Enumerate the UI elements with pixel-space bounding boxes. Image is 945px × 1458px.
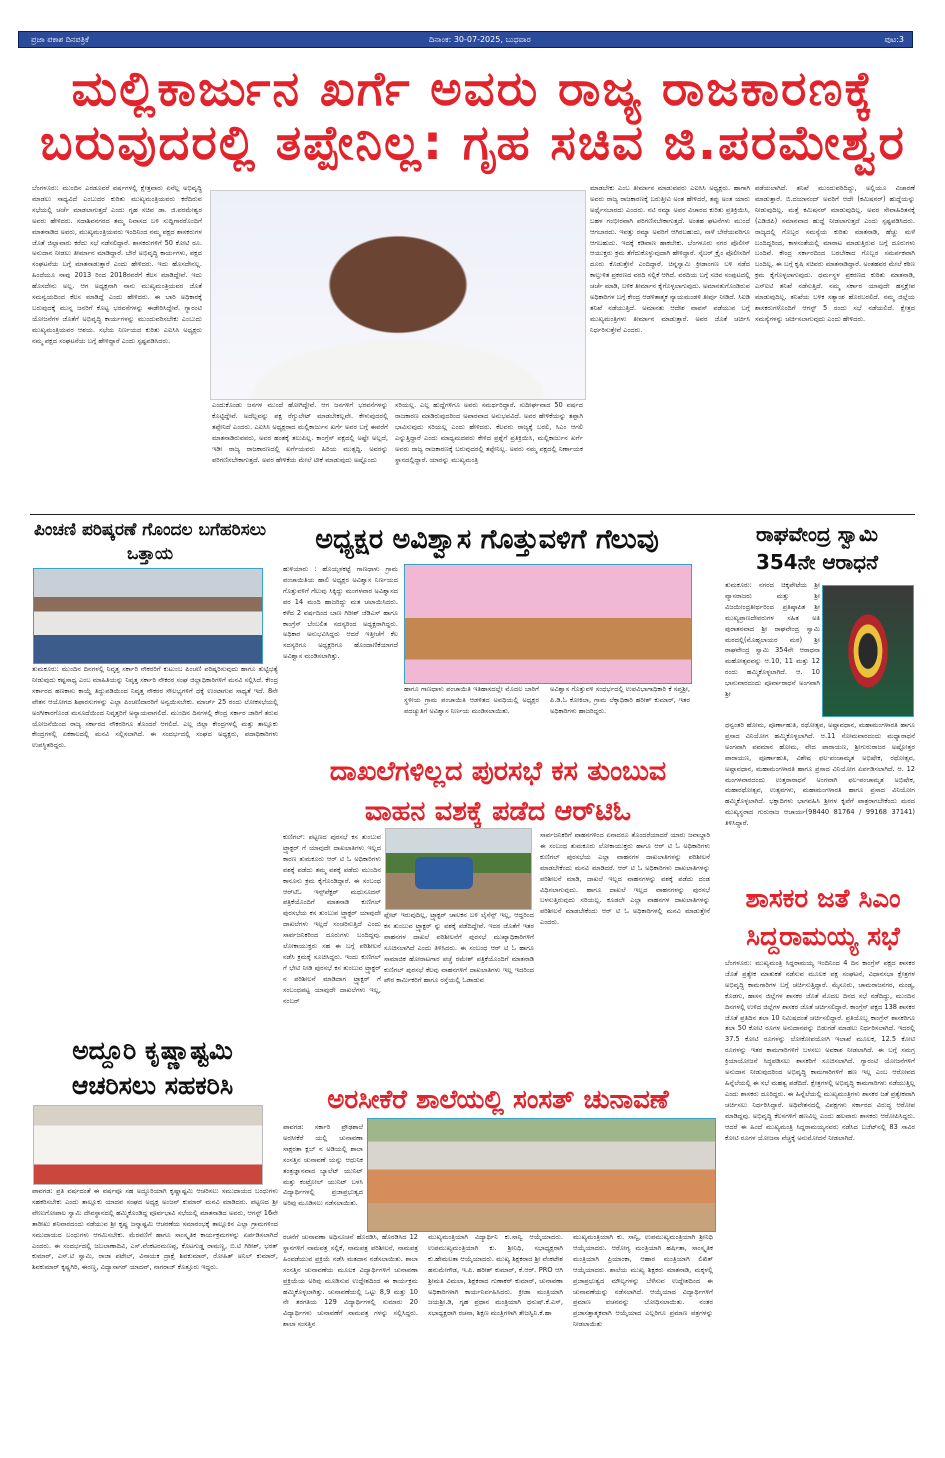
raghavendra-idol-photo [822, 585, 914, 717]
noconfidence-photo [404, 564, 692, 684]
rto-col3: ಸಾರ್ವಜನಿಕರಿಗೆ ವಾಹನಗಳಿಂದ ಏನಾದರೂ ತೊಂದರೆಯಾದರೆ ಯಾರು ಜವಾಬ್ದಾರಿ ಈ ಸಂಬಂಧ ತುಮಕೂರು ಲೋಕಾಯುಕ್ತರು ಹಾಗೂ ಆರ್ ಟಿ ಓ ಅಧಿಕಾರಿಗಳು ಕುಣಿಗಲ್ ಪುರಸಭೆಯ ಎಲ್ಲಾ ವಾಹನಗಳ ದಾಖಲಾತಿಗಳನ್ನು ಪರಿಶೀಲನೆ ಮಾಡಬೇಕೆಂದು ಮನವಿ ಮಾಡಿದರೆ. ಆರ್ ಟಿ ಓ ಅಧಿಕಾರಿಗಳು ದಾಖಲಾತಿಗಳನ್ನು ಪರಿಶೀಲನೆ ಮಾಡಿ, ದಾಖಲೆ ಇಲ್ಲದ ವಾಹನಗಳನ್ನು ವಶಕ್ಕೆ ಪಡೆದು ದಂಡ ವಿಧಿಸಲಾಗುವುದು. ಹಾಗೂ ದಾಖಲೆ ಇಲ್ಲದ ವಾಹನಗಳನ್ನು ಪುರಸಭೆ ಬಳಸುತ್ತಿರುವುದು ಸರಿಯಲ್ಲ. ಕೂಡಲೇ ಎಲ್ಲಾ ವಾಹನಗಳ ದಾಖಲಾತಿಗಳನ್ನು ಪರಿಶೀಲನೆ ಮಾಡಬೇಕೆಂದು ಆರ್ ಟಿ ಓ ಅಧಿಕಾರಿಗಳಲ್ಲಿ ಮನವಿ ಮಾಡುತ್ತೇನೆ ಎಂದರು. [540, 831, 710, 927]
lead-story-col4: ಪಡೆಯಲಾಗಿದೆ. ತನಿಖೆ ಮುಂದುವರಿದಿದ್ದು, ಅಲ್ಲಿಯೂ ವಿಚಾರಣೆ ಮಾಡುತ್ತಾರೆ. ಬಿ.ದಯಾನಂದ್ ಅವರಿಗೆ ಆದೇ (ಕಮಿಷನರ್) ಹುದ್ದೆಯನ್ನು ನೀಡುವುದಿಲ್ಲ. ಮತ್ತೆ ಕಮಿಷನರ್ ಮಾಡುವುದಿಲ್ಲ. ಅವರ ಸೇವಾಹಿರಿತನಕ್ಕೆ (ಎಡಿಜಿಪಿ) ಸಮಾನವಾದ ಹುದ್ದೆ ನೀಡಲಾಗುತ್ತದೆ ಎಂದು ಸ್ಪಷ್ಟಪಡಿಸಿದರು. ರಾಜ್ಯದಲ್ಲಿ ಗೊಬ್ಬರ ಸಮಸ್ಯೆಯ ಕುರಿತು ಮಾತನಾಡಿ, ಹೆಚ್ಚು ಮಳೆ ಬಂದಿದ್ದರಿಂದ, ಕಾಳಸಂತೆಯಲ್ಲಿ ಮಾರಾಟ ಮಾಡುತ್ತಿರುವ ಬಗ್ಗೆ ದೂರುಗಳು ಬಂದಿವೆ. ಕೇಂದ್ರ ಸರ್ಕಾರದಿಂದ ಬರಬೇಕಾದ ಗೊಬ್ಬರ ಸಮರ್ಪಕವಾಗಿ ಬಂದಿಲ್ಲ. ಈ ಬಗ್ಗೆ ಕೃಷಿ ಸಚಿವರು ಮಾತನಾಡಿದ್ದಾರೆ. ಅಂತಹವರ ಮೇಲೆ ಕಠಿಣ ಕ್ರಮ ಕೈಗೊಳ್ಳಲಾಗುವುದು. ಧರ್ಮಸ್ಥಳ ಪ್ರಕರಣದ ಕುರಿತು ಮಾತನಾಡಿ, ಎಸ್ಐಟಿ ತನಿಖೆ ನಡೆಸುತ್ತಿದೆ. ನಮ್ಮ ಸರ್ಕಾರ ಯಾವುದೇ ಹಸ್ತಕ್ಷೇಪ ಮಾಡುವುದಿಲ್ಲ. ತನಿಖೆಯ ಬಳಿಕ ಸತ್ಯಾಂಶ ಹೊರಬರಲಿದೆ. ನಮ್ಮ ಜಿಲ್ಲೆಯ ಶಾಸಕರುಗಳೊಂದಿಗೆ ಆಗಸ್ಟ್ 5 ರಂದು ಸಭೆ ನಡೆಯಲಿದೆ. ಕ್ಷೇತ್ರದ ಸಮಸ್ಯೆಗಳನ್ನು ಚರ್ಚಿಸಲಾಗುವುದು ಎಂದು ಹೇಳಿದರು. [755, 184, 915, 323]
page-number: ಪುಟ:3 [884, 35, 904, 44]
pension-headline: ಪಿಂಚಣಿ ಪರಿಷ್ಕರಣೆ ಗೊಂದಲ ಬಗೆಹರಿಸಲು ಒತ್ತಾಯ [33, 520, 267, 564]
rto-tractor-photo [385, 828, 532, 910]
noconfidence-caption1: ಹಾಗೂ ಗಾಣಧಾಳು ಪಂಚಾಯಿತಿ ಇತಿಹಾಸದಲ್ಲೇ ಮೊದಲ ಬಾರಿಗೆ ಸ್ಥಳೀಯ ಗ್ರಾಮ ಪಂಚಾಯಿತಿ ಆಡಳಿತದ ಅವಧಿಯಲ್ಲಿ ಅಧ್ಯಕ್ಷರ ಪದಚ್ಯುತಿಗೆ ಅವಿಶ್ವಾಸ ನಿರ್ಣಯ ಮಂಡಿಸಲಾಯಿತು. [404, 685, 539, 715]
school-col1: ರಚನೆಗೆ ಚುನಾವಣಾ ಅಧಿಸೂಚನೆ ಹೊರಡಿಸಿ, ಹೊರಡಿಸಿದ 12 ಸ್ಥಾನಗಳಿಗೆ ನಾಮಪತ್ರ ಸಲ್ಲಿಕೆ, ನಾಮಪತ್ರ ಪರಿಶೀಲನೆ, ನಾಮಪತ್ರ ಹಿಂಪಡೆಯುವ ಪ್ರಕ್ರಿಯೆ ನಡೆಸಿ ಮತದಾನ ನಡೆಸಲಾಯಿತು. ಶಾಲಾ ಸಂಸತ್ತಿನ ಚುನಾವಣೆಯ ಮೂಲಕ ವಿದ್ಯಾರ್ಥಿಗಳಿಗೆ ಚುನಾವಣಾ ಪ್ರಕ್ರಿಯೆಯ ಅರಿವು ಮೂಡಿಸುವ ಉದ್ದೇಶದಿಂದ ಈ ಕಾರ್ಯಕ್ರಮ ಹಮ್ಮಿಕೊಳ್ಳಲಾಗಿತ್ತು. ಚುನಾವಣೆಯಲ್ಲಿ ಒಟ್ಟು 8,9 ಮತ್ತು 10 ನೇ ತರಗತಿಯ 129 ವಿದ್ಯಾರ್ಥಿಗಳಲ್ಲಿ ಸುಮಾರು 20 ವಿದ್ಯಾರ್ಥಿಗಳು ಚುನಾವಣೆಗೆ ನಾಮಪತ್ರ ಗಳನ್ನು ಸಲ್ಲಿಸಿದ್ದರು. ಶಾಲಾ ಸಂಸತ್ತಿನ [283, 1233, 418, 1329]
school-col2: ಮುಖ್ಯಮಂತ್ರಿಯಾಗಿ ವಿದ್ಯಾರ್ಥಿನಿ ಕು.ಸಾನ್ವಿ ಆಯ್ಕೆಯಾದರು. ಉಪಮುಖ್ಯಮಂತ್ರಿಯಾಗಿ ಕು. ಶ್ರೀನಿಧಿ, ಸಭಾಧ್ಯಕ್ಷರಾಗಿ ಕು.ಹೇಮಲತಾ ಆಯ್ಕೆಯಾದರು. ಮುಖ್ಯ ಶಿಕ್ಷಕರಾದ ಶ್ರೀ ವೆಂಕಟೇಶ ಹನುಮೇಗೌಡ, ಇ.ಪಿ. ಹರೀಶ್ ಕುಮಾರ್, ಕೆ.ಆರ್. PRO ಆಗಿ ಶ್ರೀಮತಿ ವಿಮಲಾ, ಶಿಕ್ಷಕರಾದ ಗುಣಾಕರ್ ಕುಮಾರ್, ಚುನಾವಣಾ ಅಧಿಕಾರಿಗಳಾಗಿ ಕಾರ್ಯನಿರ್ವಹಿಸಿದರು. ಕ್ರೀಡಾ ಮಂತ್ರಿಯಾಗಿ ಜಯಶ್ರೀ.ಡಿ, ಗೃಹ ಪ್ರಧಾನ ಮಂತ್ರಿಯಾಗಿ ಧನುಷ್.ಕೆ.ಎಸ್, ಸಭಾಧ್ಯಕ್ಷರಾಗಿ ರಚನಾ, ಶಿಕ್ಷಣ ಮಂತ್ರಿಗಳಾಗಿ ತೇಜಸ್ವಿನಿ.ಕೆ.ಹಾ [428, 1233, 563, 1318]
rto-col2: ಪ್ಲೇಟ್ ಇರುವುದಿಲ್ಲ, ಟ್ರ್ಯಾಕ್ಟರ್ ಚಾಲಕನ ಬಳಿ ಲೈಸೆನ್ಸ್ ಇಲ್ಲ, ಆದ್ದರಿಂದ ಕಸ ತುಂಬುವ ಟ್ರ್ಯಾಕ್ಟರ್ ನ್ನು ವಶಕ್ಕೆ ಪಡೆದಿದ್ದೇವೆ. ಇದರ ಜೊತೆಗೆ ಇತರ ವಾಹನಗಳ ದಾಖಲೆ ಪರಿಶೀಲನೆಗೆ ಪುರಸಭೆ ಮುಖ್ಯಾಧಿಕಾರಿಗಳಿಗೆ ಸೂಚಿಸಲಾಗಿದೆ ಎಂದು ತಿಳಿಸಿದರು. ಈ ಸಂಬಂಧ ಆರ್ ಟಿ ಓ ಹಾಗೂ ಸಾಮಾಜಿಕ ಹೋರಾಟಗಾರ ಪಚ್ಚೆ ರಮೇಶ್ ಪತ್ರಿಕೆಯೊಂದಿಗೆ ಮಾತನಾಡಿ ಕುಣಿಗಲ್ ಪುರಸಭೆ ಕೆಲವು ವಾಹನಗಳಿಗೆ ದಾಖಲಾತಿಗಳು ಇಲ್ಲ ಇದರಿಂದ ಪೌರ ಕಾರ್ಮಿಕರಿಗೆ ಹಾಗೂ ರಸ್ತೆಯಲ್ಲಿ ಓಡಾಡುವ [384, 911, 534, 985]
rto-headline-line1: ದಾಖಲೆಗಳಿಲ್ಲದ ಪುರಸಭೆ ಕಸ ತುಂಬುವ [329, 756, 667, 787]
raghavendra-body-bottom: ಧನ್ವಂತರಿ ಹೋಮ, ಪೂರ್ಣಾಹುತಿ, ರಥೋತ್ಸವ, ಅಷ್ಟಾವಧಾನ, ಮಹಾಮಂಗಳಾರತಿ ಹಾಗೂ ಪ್ರಸಾದ ವಿನಿಯೋಗ ಹಮ್ಮಿಕೊಳ್ಳಲಾಗಿದೆ. ಆ.11 ಸೋಮವಾರದಂದು ಮಧ್ಯಾರಾಧನೆ ಅಂಗವಾಗಿ ಪವಮಾನ ಹೋಮ, ವೇದ ಪಾರಾಯಣ, ಶ್ರೀಗುರುರಾಜರ ಅಷ್ಟೋತ್ತರ ಪಾರಾಯಣ, ಪೂರ್ಣಾಹುತಿ, ವಿಶೇಷ ಫಲ-ಪಂಚಾಮೃತ ಅಭಿಷೇಕ, ರಥೋತ್ಸವ, ಅಷ್ಟಾವಧಾನ, ಮಹಾಮಂಗಳಾರತಿ ಹಾಗೂ ಪ್ರಸಾದ ವಿನಿಯೋಗ ಏರ್ಪಡಿಸಲಾಗಿದೆ. ಆ. 12 ಮಂಗಳವಾರದಂದು ಉತ್ತರಾರಾಧನೆ ಅಂಗವಾಗಿ ಫಲ-ಪಂಚಾಮೃತ ಅಭಿಷೇಕ, ಮಹಾರಥೋತ್ಸವ, ಉತ್ಸವಗಳು, ಮಹಾಮಂಗಳಾರತಿ ಹಾಗೂ ಪ್ರಸಾದ ವಿನಿಯೋಗ ಹಮ್ಮಿಕೊಳ್ಳಲಾಗಿದೆ. ಭಕ್ತಾದಿಗಳು ಭಾಗವಹಿಸಿ ಶ್ರೀಗಳ ಕೃಪೆಗೆ ಪಾತ್ರರಾಗಬೇಕೆಂದು ಮಠದ ಮುಖ್ಯಸ್ಥರಾದ ಗುರುರಾಜ ಆಚಾರ್ಯ(98440 81764 / 99168 37141) ತಿಳಿಸಿದ್ದಾರೆ. [725, 721, 915, 828]
issue-date: ದಿನಾಂಕ: 30-07-2025, ಬುಧವಾರ [429, 35, 531, 44]
raghavendra-headline-line1: ರಾಘವೇಂದ್ರ ಸ್ವಾಮಿ [755, 522, 879, 546]
page-header-bar [18, 31, 913, 48]
school-students-photo [367, 1118, 716, 1232]
lead-photo-minister [210, 190, 586, 400]
rto-headline-line2: ವಾಹನ ವಶಕ್ಕೆ ಪಡೆದ ಆರ್‌ಟಿಓ [364, 796, 632, 827]
lead-story-col1: ಬೆಂಗಳೂರು: ಮುಂದಿನ ಎರಡೂವರೆ ವರ್ಷಗಳಲ್ಲಿ ಕ್ಷೇತ್ರವಾರು ಏನೆಲ್ಲ ಅಭಿವೃದ್ಧಿ ಮಾಡಲು ಸಾಧ್ಯವಿದೆ ಎಂಬುದರ ಕುರಿತು ಮುಖ್ಯಮಂತ್ರಿಯವರು ಕರೆದಿರುವ ಸಭೆಯಲ್ಲಿ ಚರ್ಚೆ ಮಾಡಲಾಗುತ್ತದೆ ಎಂದು ಗೃಹ ಸಚಿವ ಡಾ. ಜಿ.ಪರಮೇಶ್ವರ ಅವರು ಹೇಳಿದರು. ಸದಾಶಿವನಗರದ ತಮ್ಮ ನಿವಾಸದ ಬಳಿ ಸುದ್ದಿಗಾರರೊಂದಿಗೆ ಮಾತನಾಡಿದ ಅವರು, ಮುಖ್ಯಮಂತ್ರಿಯವರು ಇಂದಿನಿಂದ ನಮ್ಮ ಪಕ್ಷದ ಶಾಸಕರುಗಳ ಜೊತೆ ಜಿಲ್ಲಾವಾರು ಕರೆದು ಸಭೆ ನಡೆಸಲಿದ್ದಾರೆ. ಶಾಸಕರುಗಳಿಗೆ 50 ಕೋಟಿ ರೂ. ಅನುದಾನ ನೀಡಲು ತೀರ್ಮಾನ ಮಾಡಿದ್ದಾರೆ. ಬೇರೆ ಅಭಿವೃದ್ಧಿ ಕಾರ್ಯಗಳು, ಪಕ್ಷದ ಸಂಘಟನೆಯ ಬಗ್ಗೆ ಮಾತನಾಡುತ್ತಾರೆ ಎಂದು ಹೇಳಿದರು. ಇದು ಹೊಸದೇನಲ್ಲ. ಹಿಂದೆಯೂ ನಾವು 2013 ರಿಂದ 2018ರವರೆಗೆ ಕೆಲಸ ಮಾಡಿದ್ದೇವೆ. ಇದು ಹೊಸದೇನು ಅಲ್ಲ. ಆಗ ಅಧ್ಯಕ್ಷನಾಗಿ ನಾನು ಮುಖ್ಯಮಂತ್ರಿಯವರ ಜೊತೆ ಸಮನ್ವಯದಿಂದ ಕೆಲಸ ಮಾಡಿದ್ದೆ ಎಂದು ಹೇಳಿದರು. ಈ ಬಾರಿ ಅಧಿಕಾರಕ್ಕೆ ಬರುವುದಕ್ಕೆ ಮುನ್ನ ಜನರಿಗೆ ಕೊಟ್ಟ ಭರವಸೆಗಳನ್ನು ಈಡೇರಿಸಿದ್ದೇವೆ. ಗ್ಯಾರಂಟಿ ಯೋಜನೆಗಳ ಜೊತೆಗೆ ಅಭಿವೃದ್ಧಿ ಕಾರ್ಯಗಳನ್ನು ಮುಂದುವರಿಸಬೇಕು ಎಂಬುದು ಮುಖ್ಯಮಂತ್ರಿಯವರ ಆಶಯ. ಸಭೆಯ ನಿರ್ಣಯದ ಕುರಿತು ಎಐಸಿಸಿ ಅಧ್ಯಕ್ಷರು ನಮ್ಮ ಪಕ್ಷದ ಸಂಘಟನೆಯ ಬಗ್ಗೆ ಹೇಳಿದ್ದಾರೆ ಎಂದು ಸ್ಪಷ್ಟಪಡಿಸಿದರು. [32, 184, 202, 345]
pension-photo [33, 568, 263, 664]
lead-headline-line1: ಮಲ್ಲಿಕಾರ್ಜುನ ಖರ್ಗೆ ಅವರು ರಾಜ್ಯ ರಾಜಕಾರಣಕ್ಕೆ [71, 61, 875, 117]
pension-story-body: ತುಮಕೂರು: ಮುಂದಿನ ದಿನಗಳಲ್ಲಿ ನಿವೃತ್ತ ಸರ್ಕಾರಿ ನೌಕರರಿಗೆ ಕುಟುಂಬ ಪಿಂಚಣಿ ಪರಿಷ್ಕರಿಸುವುದು ಹಾಗೂ ತುಟ್ಟಿಭತ್ಯೆ ನೀಡುವುದು ಕಷ್ಟಸಾಧ್ಯ ಎಂಬ ಮಾಹಿತಿಯನ್ನು ನಿವೃತ್ತ ಸರ್ಕಾರಿ ನೌಕರರ ಸಂಘ ಜಿಲ್ಲಾಧಿಕಾರಿಗಳಿಗೆ ಮನವಿ ಸಲ್ಲಿಸಿದೆ. ಕೇಂದ್ರ ಸರ್ಕಾರದ ಹಣಕಾಸು ಕಾಯ್ದೆ ತಿದ್ದುಪಡಿಯಿಂದ ನಿವೃತ್ತ ನೌಕರರ ಸೌಲಭ್ಯಗಳಿಗೆ ಧಕ್ಕೆ ಉಂಟಾಗುವ ಸಾಧ್ಯತೆ ಇದೆ. 8ನೇ ವೇತನ ಆಯೋಗದ ಶಿಫಾರಸುಗಳನ್ನು ಎಲ್ಲಾ ಪಿಂಚಣಿದಾರರಿಗೆ ಅನ್ವಯಿಸಬೇಕು. ಮಾರ್ಚ್ 25 ರಂದು ಲೋಕಸಭೆಯಲ್ಲಿ ಅಂಗೀಕಾರಗೊಂಡ ಮಸೂದೆಯಿಂದ ನಿವೃತ್ತರಿಗೆ ಅನ್ಯಾಯವಾಗಲಿದೆ. ಮುಂದಿನ ದಿನಗಳಲ್ಲಿ ಕೇಂದ್ರ ಸರ್ಕಾರ ಜಾರಿಗೆ ತರುವ ಯೋಜನೆಯಿಂದ ರಾಜ್ಯ ಸರ್ಕಾರದ ನೌಕರರಿಗೂ ತೊಂದರೆ ಆಗಲಿದೆ. ಎಲ್ಲ ಜಿಲ್ಲಾ ಕೇಂದ್ರಗಳಲ್ಲಿ ಮತ್ತು ತಾಲ್ಲೂಕು ಕೇಂದ್ರಗಳಲ್ಲಿ ಏಕಕಾಲದಲ್ಲಿ ಮನವಿ ಸಲ್ಲಿಸಲಾಗಿದೆ. ಈ ಸಂದರ್ಭದಲ್ಲಿ ಸಂಘದ ಅಧ್ಯಕ್ಷರು, ಪದಾಧಿಕಾರಿಗಳು ಉಪಸ್ಥಿತರಿದ್ದರು. [32, 665, 278, 750]
raghavendra-headline-line2: 354ನೇ ಆರಾಧನೆ [755, 550, 879, 574]
noconfidence-caption2: ಅವಿಶ್ವಾಸ ಗೊತ್ತುವಳಿ ಸಂಧರ್ಭದಲ್ಲಿ ಉಪವಿಭಾಗಾಧಿಕಾರಿ ಕೆ ಸಪ್ತಶ್ರೀ, ಪಿ.ಡಿ.ಓ ಕೋಕಿಲಾ, ಗ್ರಾಮ ಲೆಕ್ಕಾಧಿಕಾರಿ ಹರೀಶ್ ಕುಮಾರ್, ಇತರ ಅಧಿಕಾರಿಗಳು ಹಾಜರಿದ್ದರು. [550, 685, 690, 715]
cm-headline-line2: ಸಿದ್ದರಾಮಯ್ಯ ಸಭೆ [746, 922, 900, 952]
noconfidence-headline: ಅಧ್ಯಕ್ಷರ ಅವಿಶ್ವಾಸ ಗೊತ್ತುವಳಿಗೆ ಗೆಲುವು [315, 524, 659, 555]
lead-story-col3: ಮಾಡಬೇಕು ಎಂಬ ತೀರ್ಮಾನ ಮಾಡುವವರು ಎಐಸಿಸಿ ಅಧ್ಯಕ್ಷರು. ಹಾಗಾಗಿ ಅವರು ರಾಜ್ಯ ರಾಜಕಾರಣಕ್ಕೆ ಬರುತ್ತೀವಿ ಅಂತ ಹೇಳಿದರೆ, ತಪ್ಪು ಅಂತ ಯಾರು ಅರ್ಥೈಸಬಾರದು ಎಂದರು. ನಟಿ ರಮ್ಯಾ ಅವರ ವಿಚಾರದ ಕುರಿತು ಪ್ರತಿಕ್ರಿಯಿಸಿ, ಬಹಳ ಗಂಭೀರವಾಗಿ ಪರಿಗಣಿಸಬೇಕಾಗುತ್ತದೆ. ಅಂತಹ ಘಟನೆಗಳು ಮುಂದೆ ಆಗಬಾರದು. ಇವತ್ತು ರಮ್ಯಾ ಅವರಿಗೆ ಆಗಿರಬಹುದು, ನಾಳೆ ಬೇರೆಯವರಿಗೂ ಆಗಬಹುದು. ಇದಕ್ಕೆ ಕಡಿವಾಣ ಹಾಕಬೇಕು. ಬೆಂಗಳೂರು ನಗರ ಪೊಲೀಸ್ ಆಯುಕ್ತರು ಕ್ರಮ ತೆಗೆದುಕೊಳ್ಳುವುದಾಗಿ ಹೇಳಿದ್ದಾರೆ. ಸೈಬರ್ ಕ್ರೈಂ ಪೊಲೀಸರಿಗೆ ದೂರು ಕೊಡುತ್ತೇನೆ ಎಂದಿದ್ದಾರೆ. ಚಿನ್ನಸ್ವಾಮಿ ಕ್ರೀಡಾಂಗಣ ಬಳಿ ನಡೆದ ಕಾಲ್ತುಳಿತ ಪ್ರಕರಣದ ವರದಿ ಸಲ್ಲಿಕೆ ಆಗಿದೆ. ವರದಿಯ ಬಗ್ಗೆ ಸಚಿವ ಸಂಪುಟದಲ್ಲಿ ಚರ್ಚೆ ಮಾಡಿ, ಬಳಿಕ ತೀರ್ಮಾನ ಕೈಗೊಳ್ಳಲಾಗುವುದು. ಅಮಾನತುಗೊಂಡಿರುವ ಅಧಿಕಾರಿಗಳ ಬಗ್ಗೆ ಕೇಂದ್ರ ಆಡಳಿತಾತ್ಮಕ ನ್ಯಾಯಮಂಡಳಿ ತೀರ್ಪು ನೀಡಿದೆ. ಸಿಐಡಿ ತನಿಖೆ ನಡೆಯುತ್ತಿದೆ. ಅಮಾನತು ಆದೇಶ ವಾಪಸ್ ಪಡೆಯುವ ಬಗ್ಗೆ ಮುಖ್ಯಮಂತ್ರಿಗಳು ತೀರ್ಮಾನ ಮಾಡುತ್ತಾರೆ. ಅವರ ಜೊತೆ ಚರ್ಚಿಸಿ ನಿರ್ಧರಿಸುತ್ತೇವೆ ಎಂದರು. [590, 184, 750, 334]
noconfidence-col1: ಹುಳಿಯಾರು : ಹೊಯ್ಸಳಕಟ್ಟೆ ಗಾಣಧಾಳು ಗ್ರಾಮ ಪಂಚಾಯಿತಿಯ ಹಾಲಿ ಅಧ್ಯಕ್ಷರ ಅವಿಶ್ವಾಸ ನಿರ್ಣಯದ ಗೊತ್ತುವಳಿಗೆ ಗೆಲುವು ಸಿಕ್ಕಿದ್ದು ಮಂಗಳವಾರ ಅವಿಶ್ವಾಸದ ಪರ 14 ಮಂದಿ ಹಾಜರಿದ್ದು ಮತ ಚಲಾಯಿಸಿದರು. ಕಳೆದ 2 ವರ್ಷದಿಂದ ಬಾಣ ಗಿರೀಶ್ ಜೆಡಿಎಸ್ ಹಾಗೂ ಕಾಂಗ್ರೆಸ್ ಬೆಂಬಲಿತ ಸದಸ್ಯರಿಂದ ಅಧ್ಯಕ್ಷರಾಗಿದ್ದರು. ಅಧಿಕಾರ ಅನುಭವಿಸಿದ್ದರು ಆದರೆ ಇತ್ತೀಚೆಗೆ ಕೆಲ ಸದಸ್ಯರಿಗೂ ಅಧ್ಯಕ್ಷರಿಗೂ ಹೊಂದಾಣಿಕೆಯಾಗದೆ ಅವಿಶ್ವಾಸ ಮಂಡಿಸಲಾಗಿತ್ತು. [283, 565, 398, 661]
raghavendra-body-top: ತುಮಕೂರು: ನಗರದ ಚಿಕ್ಕಪೇಟೆಯ ಶ್ರೀ ವ್ಯಾಸರಾಜರು ಮತ್ತು ಶ್ರೀ ವಿಜಯೀಂದ್ರತೀರ್ಥರಿಂದ ಪ್ರತಿಷ್ಠಾಪಿತ ಶ್ರೀ ಮುಖ್ಯಪ್ರಾಣದೇವರುಗಳ ಸಹಿತ ಅತಿ ಪುರಾತನವಾದ ಶ್ರೀ ರಾಘವೇಂದ್ರ ಸ್ವಾಮಿ ಮಠದಲ್ಲಿ(ಮೊಹ್ಸಲಾಯರ ಮಠ) ಶ್ರೀ ರಾಘವೇಂದ್ರ ಸ್ವಾಮಿ 354ನೇ ಆರಾಧನಾ ಮಹೋತ್ಸವವನ್ನು ಆ.10, 11 ಮತ್ತು 12 ರಂದು ಹಮ್ಮಿಕೊಳ್ಳಲಾಗಿದೆ. ಆ. 10 ಭಾನುವಾರದಂದು ಪೂರ್ವಾರಾಧನೆ ಅಂಗವಾಗಿ ಶ್ರೀ [725, 581, 820, 699]
krishnashtami-headline-line1: ಅದ್ದೂರಿ ಕೃಷ್ಣಾಷ್ಟಮಿ [72, 1036, 233, 1065]
krishnashtami-headline-line2: ಆಚರಿಸಲು ಸಹಕರಿಸಿ [71, 1071, 234, 1100]
rto-col1: ಕುಣಿಗಲ್: ಪಟ್ಟಣದ ಪುರಸಭೆ ಕಸ ತುಂಬುವ ಟ್ರ್ಯಾಕ್ಟರ್ ಗೆ ಯಾವುದೇ ದಾಖಲಾತಿಗಳು ಇಲ್ಲದ ಕಾರಣ ತುಮಕೂರು ಆರ್ ಟಿ ಓ ಅಧಿಕಾರಿಗಳು ವಶಕ್ಕೆ ಪಡೆದು ತಮ್ಮ ವಶಕ್ಕೆ ಪಡೆದು ಮುಂದಿನ ಕಾನೂನು ಕ್ರಮ ಕೈಗೊಂಡಿದ್ದಾರೆ. ಈ ಸಂಬಂಧ ಆರ್‌ಟಿಓ ಇನ್ಸ್‌ಪೆಕ್ಟರ್ ಮಧುಸೂದನ್ ಪತ್ರಿಕೆಯೊಂದಿಗೆ ಮಾತನಾಡಿ ಕುಣಿಗಲ್ ಪುರಸಭೆಯ ಕಸ ತುಂಬುವ ಟ್ರ್ಯಾಕ್ಟರ್ ಯಾವುದೇ ದಾಖಲೆಗಳು ಇಲ್ಲದೆ ಸಂಚರಿಸುತ್ತಿದೆ ಎಂದು ಸಾರ್ವಜನಿಕರಿಂದ ದೂರುಗಳು ಬಂದಿದ್ದವು. ಲೋಕಾಯುಕ್ತರು ಸಹ ಈ ಬಗ್ಗೆ ಪರಿಶೀಲನೆ ನಡೆಸಿ ಕ್ರಮಕ್ಕೆ ಸೂಚಿಸಿದ್ದರು. ಇಂದು ಕುಣಿಗಲ್ ಗೆ ಭೇಟಿ ನೀಡಿ ಪುರಸಭೆ ಕಸ ತುಂಬುವ ಟ್ರ್ಯಾಕ್ಟರ್ ನ ಪರಿಶೀಲನೆ ಮಾಡಿದಾಗ ಟ್ರ್ಯಾಕ್ಟರ್ ಗೆ ಸಂಬಂಧಪಟ್ಟ ಯಾವುದೇ ದಾಖಲೆಗಳು ಇಲ್ಲ, ನಂಬರ್ [283, 833, 381, 1005]
lead-story-col2b: ಸರಿಯಲ್ಲ. ಎಲ್ಲ ಹುದ್ದೆಗಳಿಗೂ ಅವರು ಸಮರ್ಥರಿದ್ದಾರೆ. ಸುದೀರ್ಘವಾದ 50 ವರ್ಷದ ರಾಜಕಾರಣ ಮಾಡಿರುವುದರಿಂದ ಅಪಾರವಾದ ಅನುಭವವಿದೆ. ಅವರ ಹೇಳಿಕೆಯನ್ನು ತಪ್ಪಾಗಿ ಭಾವಿಸುವುದು ಸರಿಯಲ್ಲ ಎಂದು ಹೇಳಿದರು. ಕೆಲವರು ರಾಜ್ಯಕ್ಕೆ ಬರಲಿ, ಸಿಎಂ ಆಗಲಿ ಎನ್ನುತ್ತಿದ್ದಾರೆ ಎಂದು ಮಾಧ್ಯಮದವರು ಕೇಳಿದ ಪ್ರಶ್ನೆಗೆ ಪ್ರತಿಕ್ರಿಯಿಸಿ, ಮಲ್ಲಿಕಾರ್ಜುನ ಖರ್ಗೆ ಅವರು ರಾಜ್ಯ ರಾಜಕಾರಣಕ್ಕೆ ಬರುವುದರಲ್ಲಿ ತಪ್ಪೇನಿಲ್ಲ. ಅವರು ನಮ್ಮ ಪಕ್ಷದಲ್ಲಿ ನಿರ್ಣಾಯಕ ಸ್ಥಾನದಲ್ಲಿದ್ದಾರೆ. ಯಾರನ್ನು ಮುಖ್ಯಮಂತ್ರಿ [395, 401, 583, 464]
divider [30, 514, 915, 515]
cm-story-body: ಬೆಂಗಳೂರು: ಮುಖ್ಯಮಂತ್ರಿ ಸಿದ್ದರಾಮಯ್ಯ ಇಂದಿನಿಂದ 4 ದಿನ ಕಾಂಗ್ರೆಸ್ ಪಕ್ಷದ ಶಾಸಕರ ಜೊತೆ ಪ್ರತ್ಯೇಕ ಮಾತುಕತೆ ನಡೆಸುವ ಮೂಲಕ ಪಕ್ಷ ಸಂಘಟನೆ, ವಿಧಾನಸಭಾ ಕ್ಷೇತ್ರಗಳ ಅಭಿವೃದ್ಧಿ ಕಾಮಗಾರಿಗಳ ಬಗ್ಗೆ ಚರ್ಚಿಸುತ್ತಿದ್ದಾರೆ. ಮೈಸೂರು, ಚಾಮರಾಜನಗರ, ಮಂಡ್ಯ, ಕೊಡಗು, ಹಾಸನ ಜಿಲ್ಲೆಗಳ ಶಾಸಕರ ಜೊತೆ ಮೊದಲ ದಿನದ ಸಭೆ ನಡೆದಿದ್ದು, ಮುಂದಿನ ದಿನಗಳಲ್ಲಿ ಉಳಿದ ಜಿಲ್ಲೆಗಳ ಶಾಸಕರ ಜೊತೆ ಚರ್ಚಿಸಲಿದ್ದಾರೆ. ಕಾಂಗ್ರೆಸ್ ಪಕ್ಷದ 138 ಶಾಸಕರ ಜೊತೆ ಪ್ರತಿದಿನ ತಲಾ 10 ನಿಮಿಷದಂತೆ ಚರ್ಚಿಸಲಿದ್ದಾರೆ. ಪ್ರತಿಯೊಬ್ಬ ಕಾಂಗ್ರೆಸ್ ಶಾಸಕರಿಗೂ ತಲಾ 50 ಕೋಟಿ ರೂಗಳ ಅನುದಾನವನ್ನು ಬಿಡುಗಡೆ ಮಾಡಲು ನಿರ್ಧರಿಸಲಾಗಿದೆ. ಇದರಲ್ಲಿ 37.5 ಕೋಟಿ ರೂಗಳನ್ನು ಲೋಕೋಪಯೋಗಿ ಇಲಾಖೆ ಮೂಲಕ, 12.5 ಕೋಟಿ ರೂಗಳನ್ನು ಇತರ ಕಾಮಗಾರಿಗಳಿಗೆ ಬಳಸಲು ಅವಕಾಶ ನೀಡಲಾಗಿದೆ. ಈ ಬಗ್ಗೆ ಸಮಗ್ರ ಕ್ರಿಯಾಯೋಜನೆ ಸಿದ್ಧಪಡಿಸಲು ಶಾಸಕರಿಗೆ ಸೂಚಿಸಲಾಗಿದೆ. ಗ್ಯಾರಂಟಿ ಯೋಜನೆಗಳಿಗೆ ಅನುದಾನ ನೀಡುವುದರಿಂದ ಅಭಿವೃದ್ಧಿ ಕಾಮಗಾರಿಗಳಿಗೆ ಹಣ ಇಲ್ಲ ಎಂಬ ಆರೋಪದ ಹಿನ್ನೆಲೆಯಲ್ಲಿ ಈ ಸಭೆ ಮಹತ್ವ ಪಡೆದಿದೆ. ಕ್ಷೇತ್ರಗಳಲ್ಲಿ ಅಭಿವೃದ್ಧಿ ಕಾಮಗಾರಿಗಳು ನಡೆಯುತ್ತಿಲ್ಲ ಎಂದು ಶಾಸಕರು ದೂರಿದ್ದರು. ಈ ಹಿನ್ನೆಲೆಯಲ್ಲಿ ಮುಖ್ಯಮಂತ್ರಿಗಳು ಶಾಸಕರ ಜತೆ ಪ್ರತ್ಯೇಕವಾಗಿ ಚರ್ಚಿಸಲು ನಿರ್ಧರಿಸಿದ್ದಾರೆ. ಅಧಿವೇಶನದಲ್ಲಿ ವಿಪಕ್ಷಗಳು ಸರ್ಕಾರದ ವಿರುದ್ಧ ಆರೋಪ ಮಾಡಿದ್ದವು. ಅಭಿವೃದ್ಧಿ ಕೆಲಸಗಳಿಗೆ ಹಣವಿಲ್ಲ ಎಂದು ಹಲವಾರು ಶಾಸಕರು ಆರೋಪಿಸಿದ್ದರು. ಆದರೆ ಈ ಹಿಂದೆ ಮುಖ್ಯಮಂತ್ರಿ ಸಿದ್ದರಾಮಯ್ಯನವರು ನಡೆಸಿದ ಬಜೆಟ್‌ನಲ್ಲಿ 83 ಸಾವಿರ ಕೋಟಿ ರೂಗಳ ಯೋಜನಾ ವೆಚ್ಚಕ್ಕೆ ಅನುಮೋದನೆ ನೀಡಲಾಗಿದೆ. [725, 959, 915, 1142]
krishnashtami-body: ಪಾವಗಡ: ಪ್ರತಿ ವರ್ಷದಂತೆ ಈ ವರ್ಷವೂ ಸಹ ಅದ್ದೂರಿಯಾಗಿ ಕೃಷ್ಣಾಷ್ಟಮಿ ಆಚರಿಸಲು ಸಮುದಾಯದ ಬಂಧುಗಳು ಸಹಕರಿಸಬೇಕು ಎಂದು ತಾಲ್ಲೂಕು ಯಾದವ ಸಂಘದ ಅಧ್ಯಕ್ಷ ಅಂಜನ್ ಕುಮಾರ್ ಮನವಿ ಮಾಡಿದರು. ಪಟ್ಟಣದ ಶ್ರೀ ವೇಣುಗೋಪಾಲ ಸ್ವಾಮಿ ದೇವಸ್ಥಾನದಲ್ಲಿ ಹಮ್ಮಿಕೊಂಡಿದ್ದ ಪೂರ್ವಭಾವಿ ಸಭೆಯಲ್ಲಿ ಮಾತನಾಡಿದ ಅವರು, ಆಗಸ್ಟ್ 16ನೇ ತಾರೀಖು ಶನಿವಾರದಂದು ನಡೆಯುವ ಶ್ರೀ ಕೃಷ್ಣ ಜನ್ಮಾಷ್ಟಮಿ ಆಚರಣೆಯ ಸಮಾರಂಭಕ್ಕೆ ತಾಲ್ಲೂಕಿನ ಎಲ್ಲಾ ಗ್ರಾಮಗಳಿಂದ ಸಮುದಾಯದ ಬಂಧುಗಳು ಆಗಮಿಸಬೇಕು. ಮೆರವಣಿಗೆ ಹಾಗೂ ಸಾಂಸ್ಕೃತಿಕ ಕಾರ್ಯಕ್ರಮಗಳನ್ನು ಏರ್ಪಡಿಸಲಾಗಿದೆ ಎಂದರು. ಈ ಸಂದರ್ಭದಲ್ಲಿ ಜಬಲಾಣಾದಿವಿ, ಎಸ್.ವೆಂಕಟರಮಣಪ್ಪ, ಕೊಟಗುಡ್ಡ ರಾಮಣ್ಣ, ಬಿ.ಟಿ ಗಿರೀಶ್, ಭರತ್ ಕುಮಾರ್, ಎಸ್.ಟಿ ಸ್ವಾಮಿ, ರಾಜಾ ಪಟೇಲ್, ವಿನಾಯಕ ದ್ರಾಕ್ಷೆ ಶಿವಕುಮಾರ್, ರೋಹಿತ್ ಅನಿಲ್ ಕುಮಾರ್, ಶಿವಕುಮಾರ್ ಕೃಷ್ಣಗಿರಿ, ಈರಣ್ಣ, ವಿದ್ಯಾಸಾಗರ್ ಯಾದವ್, ನಾಗರಾಜ್ ಕೊತ್ತೂರು ಇದ್ದರು. [32, 1187, 278, 1272]
school-col3: ಮುಖ್ಯಮಂತ್ರಿಯಾಗಿ ಕು. ಸಾನ್ವಿ, ಉಪಮುಖ್ಯಮಂತ್ರಿಯಾಗಿ ಶ್ರೀನಿಧಿ ಆಯ್ಕೆಯಾದರು. ಆರೋಗ್ಯ ಮಂತ್ರಿಯಾಗಿ ಹರ್ಷಿತಾ, ಸಾಂಸ್ಕೃತಿಕ ಮಂತ್ರಿಯಾಗಿ ಪ್ರಿಯಾಂಕಾ, ಆಹಾರ ಮಂತ್ರಿಯಾಗಿ ಲಿಖಿತ್ ಆಯ್ಕೆಯಾದರು. ಶಾಲೆಯ ಮುಖ್ಯ ಶಿಕ್ಷಕರು ಮಾತನಾಡಿ, ಮಕ್ಕಳಲ್ಲಿ ಪ್ರಜಾಪ್ರಭುತ್ವದ ಮೌಲ್ಯಗಳನ್ನು ಬೆಳೆಸುವ ಉದ್ದೇಶದಿಂದ ಈ ಚುನಾವಣೆಯನ್ನು ನಡೆಸಲಾಗಿದೆ. ಆಯ್ಕೆಯಾದ ವಿದ್ಯಾರ್ಥಿಗಳಿಗೆ ಪ್ರಮಾಣ ವಚನವನ್ನು ಬೋಧಿಸಲಾಯಿತು. ನಂತರ ಪ್ರಜಾಸತ್ತಾತ್ಮಕವಾಗಿ ಆಯ್ಕೆಯಾದ ಎಲ್ಲರಿಗೂ ಪ್ರಮಾಣ ಪತ್ರಗಳನ್ನು ನೀಡಲಾಯಿತು [573, 1233, 713, 1329]
lead-headline-line2: ಬರುವುದರಲ್ಲಿ ತಪ್ಪೇನಿಲ್ಲ: ಗೃಹ ಸಚಿವ ಜಿ.ಪರಮೇಶ್ವರ [40, 115, 906, 171]
publication-name: ಪ್ರಜಾ ಪಕಾಶ ದಿನಪತ್ರಿಕೆ [31, 35, 89, 44]
krishnashtami-photo [33, 1105, 263, 1185]
school-headline: ಅರಸೀಕೆರೆ ಶಾಲೆಯಲ್ಲಿ ಸಂಸತ್ ಚುನಾವಣೆ [327, 1085, 669, 1115]
school-side-text: ಪಾವಗಡ: ಸರ್ಕಾರಿ ಪ್ರೌಢಶಾಲೆ ಅರಸೀಕೆರೆ ಯಲ್ಲಿ ಚುನಾವಣಾ ಸಾಕ್ಷರತಾ ಕ್ಲಬ್ ನ ಅಡಿಯಲ್ಲಿ ಶಾಲಾ ಸಂಸತ್ತಿನ ಚುನಾವಣೆ ಯನ್ನು ಆಧುನಿಕ ತಂತ್ರಜ್ಞಾನವಾದ ಬ್ಯಾಲೆಟ್ ಯುನಿಟ್ ಮತ್ತು ಕಂಟ್ರೋಲ್ ಯುನಿಟ್ ಬಳಸಿ ವಿದ್ಯಾರ್ಥಿಗಳಲ್ಲಿ ಪ್ರಜಾಪ್ರಭುತ್ವದ ಅರಿವು ಮೂಡಿಸಲು ನಡೆಸಲಾಯಿತು. [283, 1123, 363, 1208]
lead-story-col2a: ಎಂದುಕೊಂಡು ಜನಗಳ ಮುಂದೆ ಹೋಗಿದ್ದೇವೆ. ಆಗ ಜನಗಳಿಗೆ ಭರವಸೆಗಳನ್ನು ಕೊಟ್ಟಿದ್ದೇವೆ. ಅದೆಲ್ಲವನ್ನು ಪಕ್ಷ ರೆಗ್ಯುಲೇಟ್ ಮಾಡಬೇಕಲ್ಲವೇ. ಕೇಳುವುದರಲ್ಲಿ ತಪ್ಪೇನಿದೆ ಎಂದರು. ಎಐಸಿಸಿ ಅಧ್ಯಕ್ಷರಾದ ಮಲ್ಲಿಕಾರ್ಜುನ ಖರ್ಗೆ ಅವರ ಬಗ್ಗೆ ಈವರೆಗೆ ಮಾತನಾಡಿರುವವರು, ಅವರ ಹಂತಕ್ಕೆ ತಲುಪಿಲ್ಲ. ಕಾಂಗ್ರೆಸ್ ಪಕ್ಷದಲ್ಲಿ ಅಷ್ಟೇ ಅಲ್ಲದೆ, ಇಡೀ ರಾಜ್ಯ ರಾಜಕಾರಣದಲ್ಲಿ ಖರ್ಗೆಯವರು ಹಿರಿಯ ಮುತ್ಸದ್ದಿ. ಅವರನ್ನು ಪರಿಗಣಿಸಬೇಕಾಗುತ್ತದೆ. ಅವರ ಹೇಳಿಕೆಯ ಮೇಲೆ ಟೀಕೆ ಮಾಡುವುದು ಅಷ್ಟೊಂದು [212, 401, 388, 464]
cm-headline-line1: ಶಾಸಕರ ಜತೆ ಸಿಎಂ [745, 884, 901, 914]
